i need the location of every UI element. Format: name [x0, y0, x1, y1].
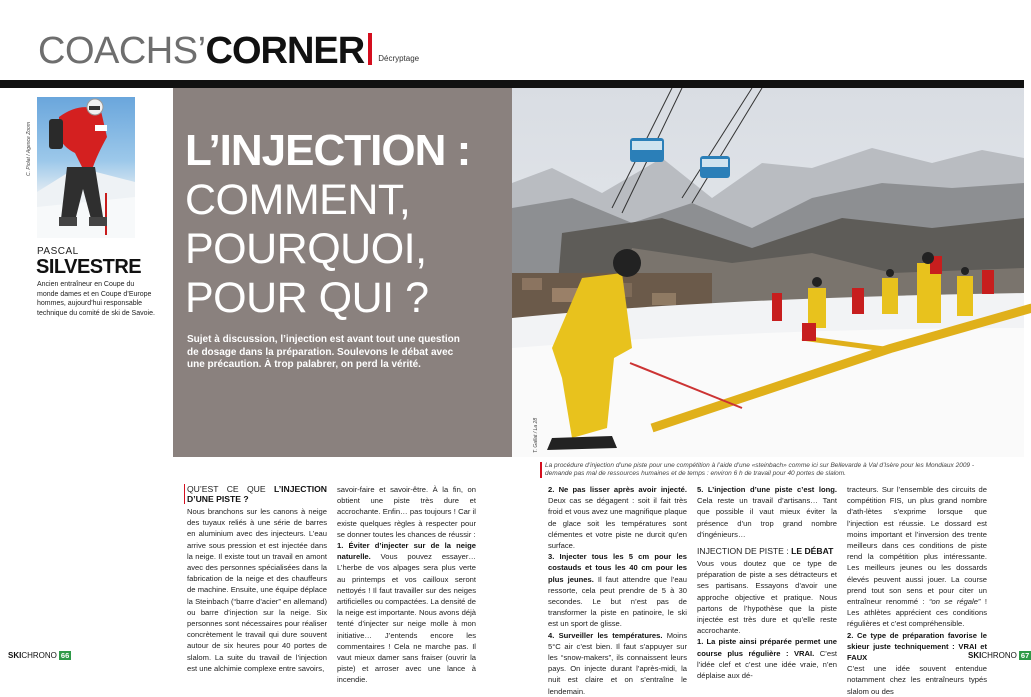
- header-red-bar: [368, 33, 372, 65]
- person-bio: Ancien entraîneur en Coupe du monde dames et en Coupe d’Europe hommes, aujourd’hui responsable technique du comité de ski de Savoie.: [37, 281, 155, 317]
- header-title-bold: CORNER: [205, 30, 365, 72]
- column-4-paragraph-2: Vous vous doutez que ce type de préparation de piste a ses détracteurs et ses partisans. Essayons d’avoir une approche objective et pratique. Nous partons de l’hypothèse que la piste injectée est très dure et qu’elle reste accrochante.: [697, 559, 837, 636]
- text-column-2: [337, 484, 476, 686]
- section-header: [38, 30, 419, 78]
- text-column-4: [697, 484, 837, 681]
- folio-right-page-number: 67: [1020, 651, 1030, 660]
- rule-2-text: Deux cas se dégagent : soit il fait très froid et vous avez une magnifique plaque de glace soit les températures sont clémentes et votre piste ne durcit qu’en surface.: [548, 496, 687, 551]
- folio-right-brand: CHRONO: [981, 651, 1017, 660]
- text-column-5: [847, 484, 987, 697]
- column-2-paragraph-2: [337, 540, 476, 686]
- column-5-paragraph-1: [847, 484, 987, 630]
- folio-left-brand: CHRONO: [21, 651, 57, 660]
- title-line-3: POURQUOI,: [185, 225, 427, 273]
- person-first-name: PASCAL: [37, 246, 79, 257]
- skier-portrait-illustration: [37, 97, 135, 238]
- photo-caption: La procédure d’injection d’une piste pour une compétition à l’aide d’une «steinbach» comme ici sur Bellevarde à Val d’Isère pour les Mondiaux 2009 - demande pas mal de ressources humaines et de temps : environ 6 h de travail pour 40 portes de slalom.: [545, 462, 975, 477]
- folio-right-brand-bold: SKI: [968, 651, 982, 660]
- title-line-4: POUR QUI ?: [185, 274, 429, 322]
- column-4-paragraph-3: [697, 636, 837, 681]
- text-column-1: [187, 484, 327, 674]
- column-4-paragraph-1: [697, 484, 837, 540]
- rule-2-heading: 2. Ne pas lisser après avoir injecté.: [548, 485, 687, 494]
- rule-4-text: Moins 5°C air c’est bien. Il faut s’appuyer sur les “snow-makers”, ils connaissent leurs pays. On injecte durant l’après-midi, la nuit est claire et on s’entraîne le lendemain.: [548, 630, 687, 696]
- debate-heading-light: INJECTION DE PISTE :: [697, 546, 792, 557]
- section-red-rule: [184, 484, 185, 504]
- section-heading-light: QU’EST CE QUE: [187, 484, 274, 494]
- folio-left: [8, 651, 71, 660]
- rule-4-heading: 4. Surveiller les températures.: [548, 630, 663, 640]
- rule-3-heading: 3. Injecter tous les 5 cm pour les costauds et tous les 40 cm pour les plus jeunes.: [548, 552, 687, 584]
- column-3-paragraph-1: [548, 484, 687, 551]
- rule-5-heading: 5. L’injection d’une piste c’est long.: [697, 485, 837, 494]
- header-title-light: COACHS’: [38, 30, 206, 72]
- column-5-text-b: ! Les athlètes apprécient ces conditions régulières et c’est compréhensible.: [847, 597, 987, 629]
- slope-photo-illustration: [512, 88, 1024, 457]
- portrait-credit: C. Piolat / Agence Zoom: [26, 121, 32, 176]
- debate-point-2-heading: 2. Ce type de préparation favorise le skieur juste techniquement : VRAI et FAUX: [847, 630, 987, 663]
- title-line-2: COMMENT,: [185, 176, 411, 224]
- folio-left-page-number: 66: [60, 651, 70, 660]
- folio-left-brand-bold: SKI: [8, 651, 22, 660]
- rule-3-text: Il faut attendre que l’eau ressorte, cela peut prendre de 5 à 30 secondes. Le but n’est pas de transformer la piste en patinoire, le ski est un sport de glisse.: [548, 574, 687, 629]
- rule-1-heading: 1. Éviter d’injecter sur de la neige naturelle.: [337, 541, 476, 562]
- text-column-3: [548, 484, 687, 697]
- column-5-paragraph-2: [847, 630, 987, 664]
- section-heading-debate: [697, 546, 837, 556]
- rule-5-text: Cela reste un travail d’artisans… Tant que possible il vaut mieux éviter la présence d’un trop grand nombre d’ingénieurs…: [697, 496, 837, 539]
- header-rule: [0, 80, 1024, 88]
- title-line-1: L’INJECTION :: [185, 126, 471, 175]
- photo-credit: T. Gallat / La 28: [533, 417, 539, 453]
- column-3-paragraph-2: [548, 551, 687, 629]
- person-last-name: SILVESTRE: [36, 256, 142, 278]
- portrait-photo: [37, 97, 135, 238]
- lead-paragraph: Sujet à discussion, l’injection est avant tout une question de dosage dans la préparation. Soulevons le débat avec une précaution. À trop palabrer, on perd la vérité.: [187, 334, 460, 370]
- debate-heading-bold: LE DÉBAT: [791, 546, 834, 557]
- section-heading-injection: [187, 484, 327, 504]
- caption-red-bar: [540, 462, 542, 478]
- coach-quote: “on se régale”: [929, 597, 981, 607]
- column-3-paragraph-3: [548, 630, 687, 697]
- debate-point-1-heading: 1. La piste ainsi préparée permet une course plus régulière : VRAI.: [697, 637, 837, 658]
- header-subtitle: Décryptage: [378, 54, 420, 63]
- folio-right: [968, 651, 1031, 660]
- column-5-paragraph-3: C’est une idée souvent entendue notamment chez les entraîneurs typés slalom ou des: [847, 664, 987, 696]
- debate-point-1-text: C’est l’idée clef et c’est une idée vraie, n’en déplaise aux dé-: [697, 648, 837, 681]
- section-heading-bold: L’INJECTION D’UNE PISTE ?: [187, 484, 327, 504]
- column-1-text: Nous branchons sur les canons à neige des tuyaux reliés à une série de barres en aluminium avec des injecteurs. L’eau arrive sous pression et est injectée dans la neige. Il existe tout un travail en amont avec des personnes spécialisées dans la fabrication de la neige et des chauffeurs de machine. Ensuite, une équipe déplace la Steinbach (“barre d’acier” en allemand) ou barre d’injection sur la neige. Six personnes sont nécessaires pour réaliser concrètement le travail qui dure souvent autour de six heures pour 40 portes de slalom. La suite du travail de l’injection est une alchimie complexe entre savoirs,: [187, 507, 327, 673]
- slope-injection-photo: [512, 88, 1024, 457]
- rule-1-text: Vous pouvez essayer… L’herbe de vos alpages sera plus verte au printemps et vos cailloux seront nettoyés ! Il faut travailler sur des neiges artificielles ou compactées. La densité de la neige est importante. Nous avons déjà tenté d’injecter sur neige molle à mon initiative… J’entends encore les commentaires ! Cela ne marche pas. Il vaut mieux damer sans fraiser (ouvrir la piste) et arroser avec une lance à incendie.: [337, 552, 476, 685]
- column-2-paragraph-1: savoir-faire et savoir-être. À la fin, on obtient une piste très dure et accrochante. Enfin… pas toujours ! Car il existe quelques règles à respecter pour se donner toutes les chances de réussir :: [337, 485, 476, 539]
- column-5-text-a: tracteurs. Sur l’ensemble des circuits de compétition FIS, un plus grand nombre d’ath-lètes s’exprime lorsque que l’injection est réussie. Le dossard est moins important et l’inversion des trente meilleurs dans ces conditions de piste rend la compétition plus intéressante. Les meilleurs jeunes ou les dossards élevés peuvent aussi jouer. La course prend tout son sens et pour citer un entraîneur renommé :: [847, 485, 987, 607]
